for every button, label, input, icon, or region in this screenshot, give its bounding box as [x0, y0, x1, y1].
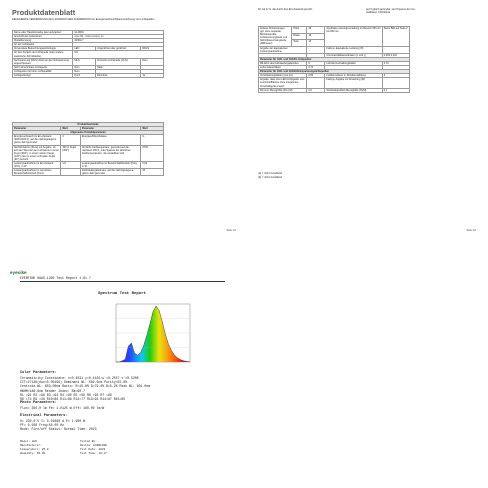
electrical-parameters-heading: Electrical Parameters:	[20, 414, 68, 418]
table-row	[259, 78, 410, 88]
dimension-value: 16	[307, 40, 325, 47]
row-value: 32362-7	[73, 39, 164, 43]
color-line: Chromaticity Coordinate: x=0.4531 y=0.4102/u'=0.2557 v'=0.5208	[20, 376, 139, 380]
footer-info-right: Tested By:	[80, 440, 97, 443]
row-value: Hoch	[73, 74, 96, 78]
footer-info-left: Model: LED	[20, 440, 37, 443]
section-header: Parameter für LED- und OLED-Netzspannungslichtquellen	[259, 70, 410, 74]
table-row	[259, 61, 410, 65]
param-name: Flimmer-Messgröße (Pst LM)	[259, 88, 307, 92]
row-value: -	[141, 65, 164, 69]
row-label: Art des Sockels der Lichtquelle (oder andere elektrische Schnittstelle)	[13, 51, 73, 58]
footer-info-right: Test Date: 2023	[80, 448, 106, 451]
footer-info-left: Humidity: 65.0%	[20, 452, 46, 455]
dimension-value: 48	[307, 27, 325, 34]
param-value: Siehe Bild auf Seite 2	[382, 27, 409, 47]
color-line: HWHM=186.6nm Render Index: Ra=90.7	[20, 388, 86, 393]
row-label: Nicht abnehmbare Lichtquelle:	[13, 65, 73, 69]
row-value: xxxx Str., xxxxx xxxxxx, xx	[73, 35, 164, 39]
column-header: Wert	[61, 127, 81, 131]
spectrum-area	[116, 306, 190, 362]
column-header: Parameter	[13, 127, 61, 131]
param-name: Nutzlichtstrom (Φuse) mit Angabe, ob sich der Wert auf den Lichtstrom in einer Kugel (360°), in einem weiten Kegel (120°) oder in einem schmalen Kegel (90°) bezieht	[14, 145, 59, 161]
row-value: Ja	[141, 74, 164, 78]
row-label: Halle:	[96, 65, 141, 69]
dimension-key: Höhe	[292, 27, 307, 34]
param-name: Stroboskopeffekt-Messgröße (SVM)	[325, 88, 382, 92]
param-value: 2	[61, 135, 81, 145]
section-header: Allgemeine Produktparameter	[13, 131, 164, 135]
row-label: Anschrift des Lieferanten:	[13, 35, 73, 39]
section-header: Parameter für LED- und OLED-Lichtquellen	[259, 57, 410, 61]
page-number: Seite 1/2	[226, 229, 236, 232]
param-name: Falls ja, Angabe zur Ersetzung (W)	[325, 78, 382, 88]
top-left-note: für G2 in %, die durch den Ein-Zustand genutzt.	[258, 8, 313, 11]
param-name: Farbkonsistenz in McAdam-Ellipsen	[325, 74, 382, 78]
page-number: Seite 2/2	[466, 229, 476, 232]
param-value: 0,70	[382, 61, 409, 65]
row-label: Lichtquelle mit hoher Lichtqualität:	[13, 69, 73, 73]
row-label: Netzspannung (MLS) direkt an die Netzspannung angeschlossen:	[13, 58, 73, 65]
param-value: 6	[382, 74, 409, 78]
row-label: Ungerichtet oder gerichtet:	[96, 47, 141, 51]
param-value: -	[382, 46, 409, 53]
footer-info-right: Device: EVERFINE	[80, 444, 107, 447]
parameters-table	[12, 122, 164, 176]
datasheet-page-1	[8, 6, 240, 236]
footer-info-left: Temperature: 25.0	[20, 448, 49, 451]
table-row	[259, 46, 410, 53]
spectrum-report	[10, 276, 240, 482]
row-label: Modellkennung:	[13, 39, 73, 43]
param-value: 9	[307, 61, 325, 65]
param-value: 0,70	[307, 66, 325, 70]
param-value: 0,453 0,410	[382, 53, 409, 57]
electrical-line: U= 230.0 V I= 0.01660 A P= 1.900 W	[20, 419, 86, 423]
param-name: Energieeffizienzklasse	[80, 135, 140, 145]
param-value: 0,0	[307, 88, 325, 92]
param-value: -	[307, 46, 325, 53]
param-value: 0,00	[141, 162, 164, 169]
color-line: R8 =74 R9 =39 R10=86 R11=88 R12=77 R13=92 R14=97 R15=85	[20, 397, 126, 401]
param-name: Ähnliche Farbtemperatur, gerundet auf die nächsten 100 K, oder Spanne der ähnlichen Farbtemperaturen, die einstellbar sind	[80, 145, 140, 161]
footer-info-left: Manufacturer:	[20, 444, 42, 447]
param-value: 0,1	[382, 88, 409, 92]
brand-logo: eyesike	[10, 270, 27, 275]
param-value: 300 in Kugel (360°)	[61, 145, 81, 161]
table-row	[13, 169, 164, 176]
table-row	[259, 88, 410, 92]
electrical-line: Mode: Fire/off Status: Normal Time: 2023	[20, 427, 97, 432]
row-label: Vernetzte Lichtquelle (CLS):	[96, 58, 141, 65]
row-value: NDLS	[141, 47, 164, 51]
param-name: Verschiebungsfaktor (cos φ1)	[259, 74, 307, 78]
dimension-key: Breite	[292, 33, 307, 40]
spectrum-chart	[106, 300, 194, 372]
electrical-line: PF= 0.500 Freq=50.00 Hz	[20, 423, 64, 428]
param-name: Lebensdauerfaktor	[259, 66, 307, 70]
param-value: 2700	[141, 145, 164, 161]
report-divider	[20, 281, 225, 282]
color-line: R1 =91 R2 =96 R3 =94 R4 =90 R5 =90 R6 =93 R7 =89	[20, 392, 112, 397]
dimensions-table	[258, 26, 410, 93]
supplier-table	[12, 30, 164, 78]
column-header: Wert	[141, 127, 164, 131]
section-header: Produktmerkmale	[13, 123, 164, 127]
param-value: 1,9	[61, 162, 81, 169]
param-name: Chromatizitätskoordinaten (x und y)	[325, 53, 382, 57]
dimension-value: 16	[307, 33, 325, 40]
param-value: -	[61, 169, 81, 176]
dimension-key: Tiefe	[292, 40, 307, 47]
param-name: Spektrale Leistungsverteilung im Bereich 250 nm bis 800 nm	[325, 27, 382, 47]
report-title: Spectrum Test Report	[98, 292, 147, 296]
table-row	[13, 135, 164, 145]
row-label: Äußere Abmessungen, ggf. ohne separate Betriebsgeräte, Lichtsteuerungsteile und Nicht-Beleuchtungsteile (Millimeter)	[259, 27, 292, 47]
row-label: Art der Lichtquelle:	[13, 43, 73, 47]
color-parameters-heading: Color Parameters:	[20, 371, 57, 375]
page-subtitle: DELEGIERTE VERORDNUNG (EU) 2019/2015 DER KOMMISSION zur Energieverbrauchskennzeichnung von Lichtquellen	[12, 18, 155, 21]
param-value: G	[141, 135, 164, 145]
param-name: Leistungsaufnahme im vernetzten Bereitschaftsbetrieb (Pnet)	[13, 169, 61, 176]
color-line: Centroid WL: 603.00nm Ratio: R=15.8% G=79.0% B=5.2% Peak WL: 601.0nm	[20, 384, 151, 389]
table-row	[259, 27, 410, 34]
param-name: Farbwiedergabeindex, auf die nächstgelegene ganze Zahl gerundet	[80, 169, 140, 176]
page-title: Produktdatenblatt	[12, 8, 76, 17]
param-name: Lichtstromerhaltungsfaktor	[325, 61, 382, 65]
table-row	[13, 58, 164, 65]
table-row	[13, 74, 164, 78]
row-label: Verwendete Beleuchtungstechnologie:	[13, 47, 73, 51]
param-name: Leistungsaufnahme im Bereitschaftsbetrieb (Psb), in W	[80, 162, 140, 169]
param-value: 90	[141, 169, 164, 176]
row-value: Nein	[73, 69, 96, 73]
param-value: -	[382, 78, 409, 88]
param-name: Energieverbrauch im Ein-Zustand (kWh/1000 h), auf die nächstgelegene ganze Zahl gerundet	[13, 135, 61, 145]
param-name: R9-Wert des Farbwiedergabeindex	[259, 61, 307, 65]
row-value: LED	[73, 47, 96, 51]
row-value: MLS	[73, 58, 96, 65]
param-name: Leistungsaufnahme im Ein-Zustand (Pon), in W	[13, 162, 61, 169]
param-name: Angabe, dass eine LED-Lichtquelle eine Leuchtstofflampe ohne integriertes Vorschaltgerät ersetzt	[259, 78, 307, 88]
row-value: Nein	[73, 65, 96, 69]
row-label: Lichtquellentyp:	[13, 74, 73, 78]
photo-line: Flux= 304.0 lm Fe= 1.0125 W Eff= 160.00 lm/W	[20, 406, 105, 410]
footnote: (b) = nicht zutreffend	[258, 176, 282, 179]
photo-parameters-heading: Photo Parameters:	[20, 401, 57, 405]
param-value: 0,50	[307, 74, 325, 78]
table-row	[13, 51, 164, 58]
row-value: G9	[73, 51, 164, 58]
table-row	[13, 162, 164, 169]
color-line: CCT=2712K(duv=0.00196) Dominant WL: 582.5nm Purity=55.8%	[20, 380, 128, 385]
param-name: Falls ja, äquivalente Leistung (W)	[325, 46, 382, 53]
datasheet-page-2	[254, 6, 480, 236]
report-header-line: EVERFINE HAAS-1200 Test Report 1.01.7	[20, 276, 91, 280]
row-label: Dimmbar:	[96, 74, 141, 78]
param-name: Angabe der äquivalenten Leistungsaufnahme	[259, 46, 307, 53]
row-value: Nein	[141, 58, 164, 65]
footer-info-right: Test Time: 10:17	[80, 452, 107, 455]
footnote: (a) = nicht zutreffend	[258, 172, 282, 175]
table-row	[13, 145, 164, 161]
row-value: GLORIA	[73, 31, 164, 35]
param-value: -	[307, 78, 325, 88]
row-label: Name oder Handelsmarke des Lieferanten:	[13, 31, 73, 35]
top-right-note: auf 0 gleich gerundet, sind Spanne der ein-stellbaren CRI-Werte	[366, 8, 416, 15]
column-header: Parameter	[80, 127, 140, 131]
